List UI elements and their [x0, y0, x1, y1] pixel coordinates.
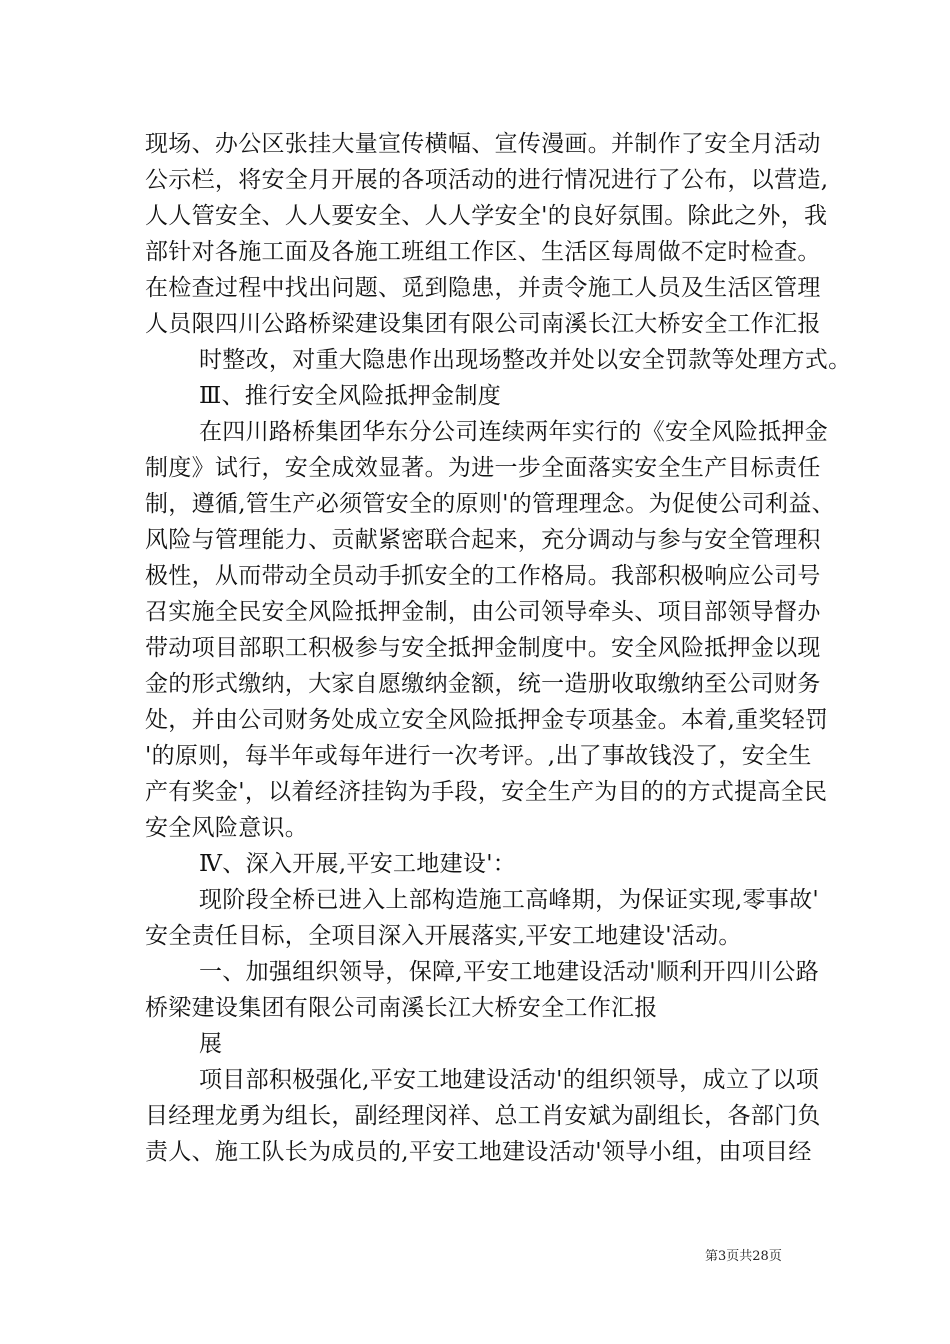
text-line: 部针对各施工面及各施工班组工作区、生活区每周做不定时检查。	[145, 239, 821, 265]
text-line: 展	[199, 1031, 223, 1057]
text-line: 带动项目部职工积极参与安全抵押金制度中。安全风险抵押金以现	[145, 635, 821, 661]
text-line: 风险与管理能力、贡献紧密联合起来，充分调动与参与安全管理积	[145, 527, 821, 553]
text-line: 项目部积极强化,平安工地建设活动'的组织领导，成立了以项	[199, 1067, 820, 1093]
text-line: 在四川路桥集团华东分公司连续两年实行的《安全风险抵押金	[199, 419, 829, 445]
document-body	[145, 126, 852, 1170]
page-number: 第3页共28页	[705, 1249, 782, 1264]
text-line: 现阶段全桥已进入上部构造施工高峰期，为保证实现,零事故'	[199, 887, 820, 913]
text-line: 责人、施工队长为成员的,平安工地建设活动'领导小组，由项目经	[145, 1139, 812, 1165]
text-line: 公示栏，将安全月开展的各项活动的进行情况进行了公布，以营造,	[145, 167, 829, 193]
text-line: 处，并由公司财务处成立安全风险抵押金专项基金。本着,重奖轻罚	[145, 707, 829, 733]
text-line: 一、加强组织领导，保障,平安工地建设活动'顺利开四川公路	[199, 959, 820, 985]
text-line: '的原则，每半年或每年进行一次考评。,出了事故钱没了，安全生	[145, 743, 812, 769]
text-line: 金的形式缴纳，大家自愿缴纳金额，统一造册收取缴纳至公司财务	[145, 671, 821, 697]
text-line: 现场、办公区张挂大量宣传横幅、宣传漫画。并制作了安全月活动	[145, 131, 821, 157]
text-line: 在检查过程中找出问题、觅到隐患，并责令施工人员及生活区管理	[145, 275, 821, 301]
section-heading: Ⅲ、推行安全风险抵押金制度	[199, 383, 502, 409]
text-line: 安全风险意识。	[145, 815, 309, 841]
text-line: 极性，从而带动全员动手抓安全的工作格局。我部积极响应公司号	[145, 563, 821, 589]
text-line: 制，遵循,管生产必须管安全的原则'的管理理念。为促使公司利益、	[145, 491, 835, 517]
text-line: 桥梁建设集团有限公司南溪长江大桥安全工作汇报	[145, 995, 658, 1021]
text-line: 人人管安全、人人要安全、人人学安全'的良好氛围。除此之外，我	[145, 203, 828, 229]
text-line: 召实施全民安全风险抵押金制，由公司领导牵头、项目部领导督办	[145, 599, 821, 625]
section-heading: Ⅳ、深入开展,平安工地建设'：	[199, 851, 517, 877]
text-line: 安全责任目标，全项目深入开展落实,平安工地建设'活动。	[145, 923, 742, 949]
text-line: 制度》试行，安全成效显著。为进一步全面落实安全生产目标责任	[145, 455, 821, 481]
text-line: 人员限四川公路桥梁建设集团有限公司南溪长江大桥安全工作汇报	[145, 311, 821, 337]
text-line: 产有奖金'，以着经济挂钩为手段，安全生产为目的的方式提高全民	[145, 779, 828, 805]
text-line: 时整改，对重大隐患作出现场整改并处以安全罚款等处理方式。	[199, 347, 852, 373]
text-line: 目经理龙勇为组长，副经理闵祥、总工肖安斌为副组长，各部门负	[145, 1103, 821, 1129]
